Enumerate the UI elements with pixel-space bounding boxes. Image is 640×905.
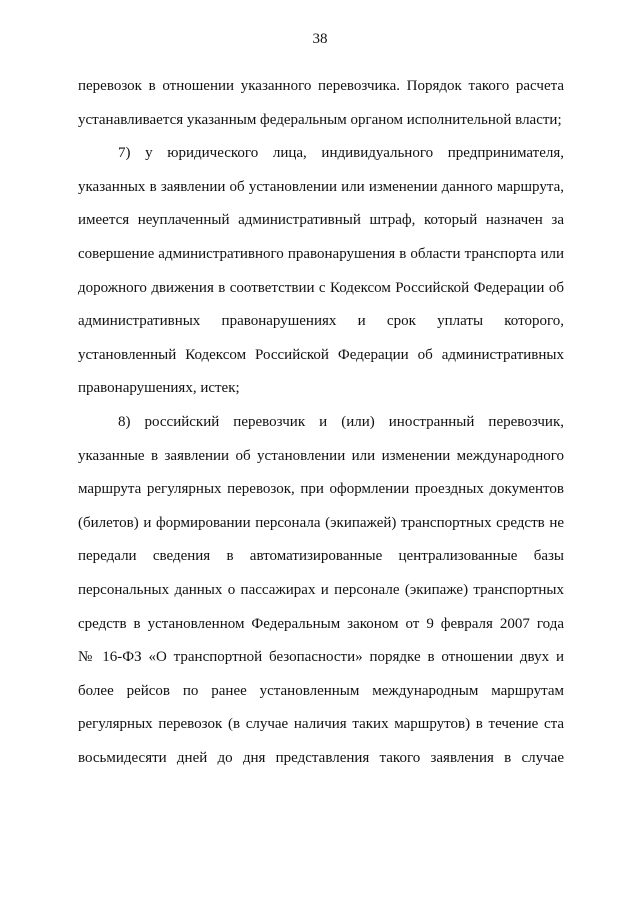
text-line: административных правонарушениях и срок уплаты которого, — [78, 313, 564, 330]
text-line: 7) у юридического лица, индивидуального предпринимателя, — [118, 145, 564, 162]
text-line: указанные в заявлении об установлении или изменении международного — [78, 447, 564, 464]
text-line: правонарушениях, истек; — [78, 380, 240, 397]
text-line: № 16-ФЗ «О транспортной безопасности» порядке в отношении двух и — [78, 649, 564, 666]
text-line: персональных данных о пассажирах и персонале (экипаже) транспортных — [78, 581, 564, 598]
text-line: перевозок в отношении указанного перевозчика. Порядок такого расчета — [78, 78, 564, 94]
text-line: более рейсов по ранее установленным международным маршрутам — [78, 682, 564, 699]
text-line: (билетов) и формировании персонала (экипажей) транспортных средств не — [78, 514, 564, 531]
text-line: восьмидесяти дней до дня представления такого заявления в случае — [78, 749, 564, 766]
text-line: имеется неуплаченный административный штраф, который назначен за — [78, 212, 564, 229]
page-number: 38 — [312, 31, 328, 47]
text-line: средств в установленном Федеральным законом от 9 февраля 2007 года — [78, 615, 564, 632]
text-line: регулярных перевозок (в случае наличия таких маршрутов) в течение ста — [78, 716, 564, 733]
text-line: маршрута регулярных перевозок, при оформлении проездных документов — [78, 481, 564, 498]
document-body — [78, 70, 564, 775]
text-line: 8) российский перевозчик и (или) иностранный перевозчик, — [118, 413, 564, 430]
text-line: дорожного движения в соответствии с Кодексом Российской Федерации об — [78, 279, 564, 296]
text-line: устанавливается указанным федеральным органом исполнительной власти; — [78, 111, 562, 128]
text-line: совершение административного правонарушения в области транспорта или — [78, 245, 564, 262]
text-line: установленный Кодексом Российской Федерации об административных — [78, 346, 564, 363]
text-line: передали сведения в автоматизированные централизованные базы — [78, 548, 564, 565]
text-line: указанных в заявлении об установлении или изменении данного маршрута, — [78, 178, 564, 195]
